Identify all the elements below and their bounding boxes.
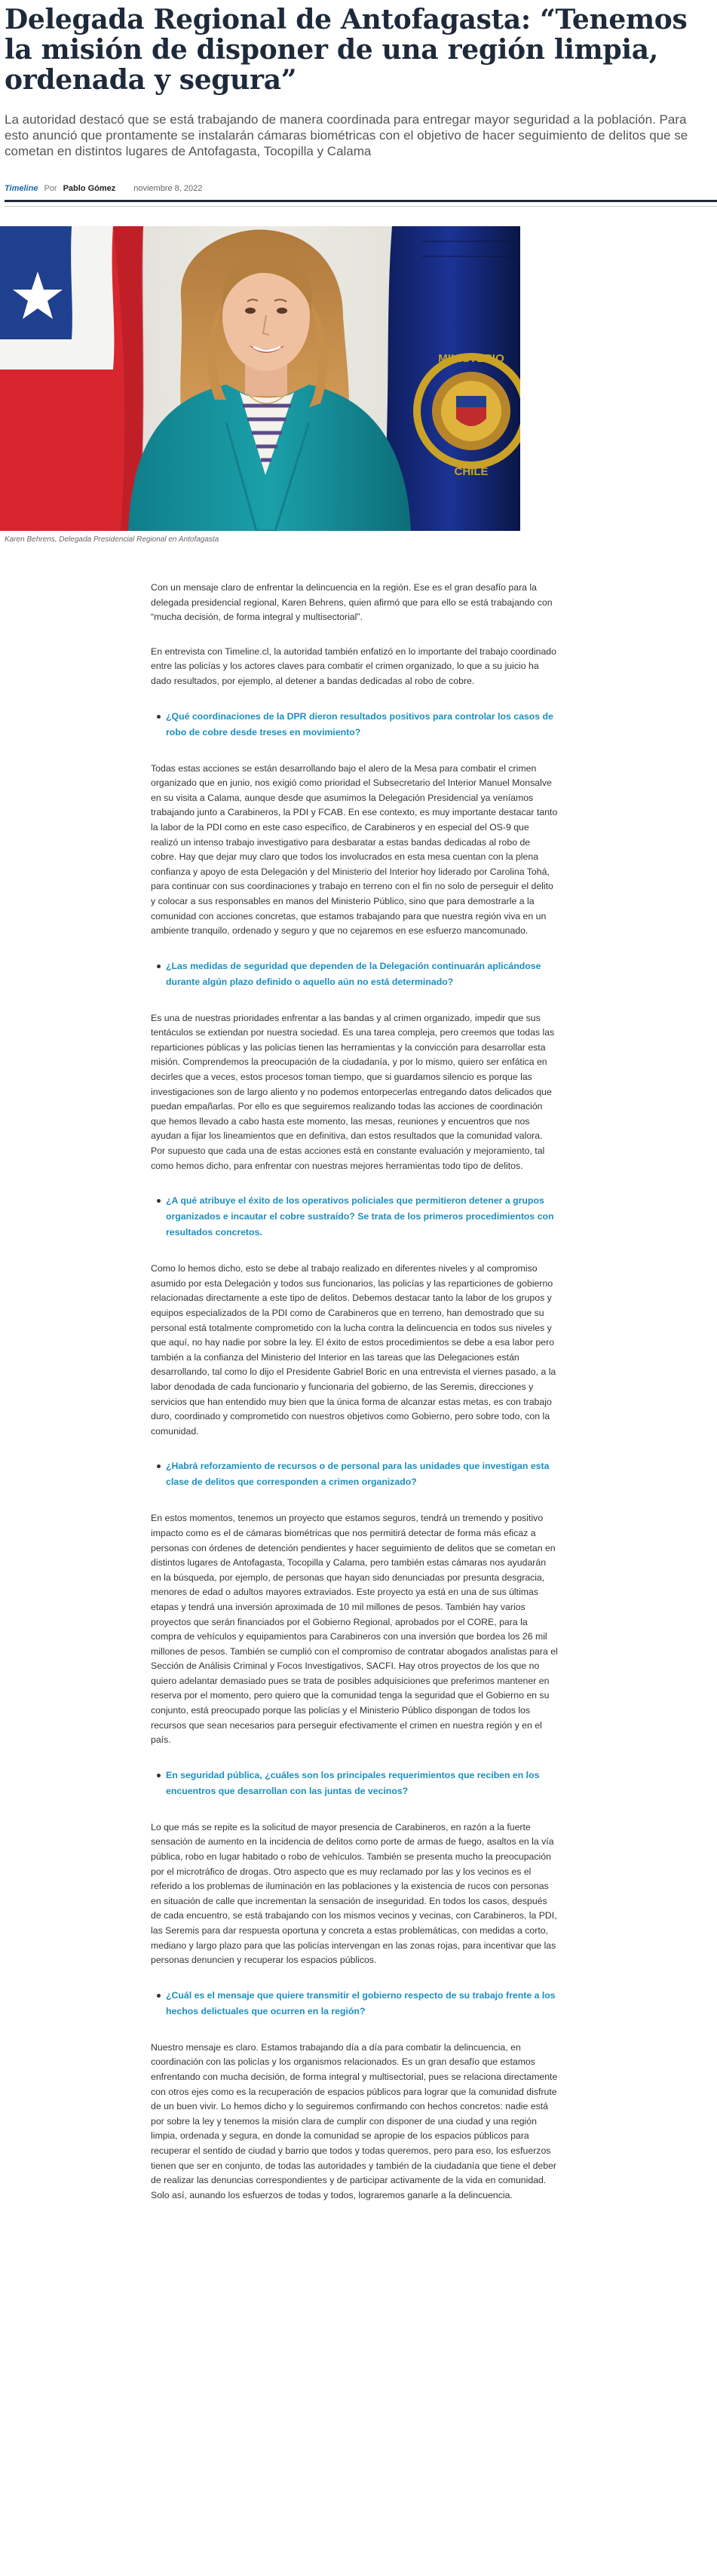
question-list <box>151 1458 558 1490</box>
interview-question: ¿Las medidas de seguridad que dependen de la Delegación continuarán aplicándose durante algún plazo definido o aquello aún no está determinado? <box>166 958 558 990</box>
question-list <box>151 1768 558 1799</box>
question-list <box>151 709 558 741</box>
article-paragraph: Como lo hemos dicho, esto se debe al trabajo realizado en diferentes niveles y al compromiso asumido por esta Delegación y todos sus funcionarios, las policías y las reparticiones de gobierno relacionadas directamente a este tipo de delitos. Debemos destacar tanto la labor de los grupos y equipos especializados de la PDI como de Carabineros que en terreno, han demostrado que su personal está totalmente comprometido con la lucha contra la delincuencia en todos sus niveles y que aquí, no hay nadie por sobre la ley. El éxito de estos procedimientos se debe a esa labor pero también a la confianza del Ministerio del Interior en las tareas que las Delegaciones están desarrollando, tal como lo dijo el Presidente Gabriel Boric en una entrevista el viernes pasado, a la labor denodada de cada funcionario y funcionaria del gobierno, de las Seremis, direcciones y servicios que han entendido muy bien que la única forma de alcanzar estas metas, es con trabajo duro, coordinado y comprometido con nuestros objetivos como Gobierno, pero sobre todo, con la comunidad. <box>151 1263 556 1437</box>
article-headline: Delegada Regional de Antofagasta: “Tenemos la misión de disponer de una región limpia, ordenada y segura” <box>5 4 688 96</box>
article-subtitle: La autoridad destacó que se está trabajando de manera coordinada para entregar mayor seguridad a la población. Para esto anunció que prontamente se instalarán cámaras biométricas con el objetivo de hacer seguimiento de delitos que se cometan en distintos lugares de Antofagasta, Tocopilla y Calama <box>5 112 688 158</box>
article-body <box>151 581 558 2222</box>
article-photo <box>0 226 520 531</box>
svg-text:CHILE: CHILE <box>454 465 489 478</box>
article-paragraph: Con un mensaje claro de enfrentar la delincuencia en la región. Ese es el gran desafío para la delegada presidencial regional, Karen Behrens, quien afirmó que para ello se está trabajando con “mucha decisión, de forma integral y multisectorial”. <box>151 582 553 623</box>
article-paragraph: En estos momentos, tenemos un proyecto que estamos seguros, tendrá un tremendo y positivo impacto como es el de cámaras biométricas que nos permitirá detectar de forma más eficaz a personas con órdenes de detención pendientes y hacer seguimiento de delitos que se cometan en distintos lugares de Antofagasta, Tocopilla y Calama, pero también estas cámaras nos ayudarán en la búsqueda, por ejemplo, de personas que hayan sido denunciadas por presunta desgracia, menores de edad o adultos mayores extraviados. Este proyecto ya está en una de sus últimas etapas y tendrá una inversión aproximada de 10 mil millones de pesos. También hay varios proyectos que serán financiados por el Gobierno Regional, aprobados por el CORE, para la compra de vehículos y equipamientos para Carabineros con una inversión que bordea los 26 mil millones de pesos. También se cumplió con el compromiso de contratar abogados analistas para el Sección de Análisis Criminal y Focos Investigativos, SACFI. Hay otros proyectos de los que no quiero adelantar demasiado pues se trata de posibles adquisiciones que preferimos mantener en reserva por el momento, pero quiero que la comunidad tenga la seguridad que el Gobierno en su conjunto, está preocupado porque las policías y el Ministerio Público dispongan de todos los recursos que sean necesarios para perseguir efectivamente el crimen en nuestra región y en el país. <box>151 1513 558 1746</box>
article-paragraph: Nuestro mensaje es claro. Estamos trabajando día a día para combatir la delincuencia, en coordinación con las policías y los organismos relacionados. Es un gran desafío que estamos enfrentando con mucha decisión, de forma integral y multisectorial, pues se relaciona directamente con otros ejes como es la recuperación de espacios públicos para lograr que la comunidad disfrute de un buen vivir. Lo hemos dicho y lo seguiremos confirmando con hechos concretos: nadie está por sobre la ley y tenemos la misión clara de cumplir con disponer de una ciudad y una región limpia, ordenada y segura, en donde la comunidad se apropie de los espacios públicos para recuperar el sentido de ciudad y barrio que todos y todas queremos, pero para eso, los esfuerzos tienen que ser en conjunto, de todas las autoridades y también de la ciudadanía que tiene el deber de realizar las denuncias correspondientes y de participar activamente de la vida en comunidad. Solo así, aunando los esfuerzos de todas y todos, lograremos ganarle a la delincuencia. <box>151 2041 558 2200</box>
article-meta <box>5 183 202 194</box>
author-link[interactable]: Pablo Gómez <box>63 184 116 193</box>
question-list <box>151 1988 558 2019</box>
header-divider-thin <box>5 206 717 207</box>
publish-date: noviembre 8, 2022 <box>133 184 203 193</box>
interview-question: ¿Habrá reforzamiento de recursos o de personal para las unidades que investigan esta clase de delitos que corresponden a crimen organizado? <box>166 1458 558 1490</box>
site-logo[interactable]: Timeline <box>5 184 38 193</box>
article-paragraph: Es una de nuestras prioridades enfrentar a las bandas y al crimen organizado, impedir que sus tentáculos se extiendan por nuestra sociedad. Es una tarea compleja, pero creemos que todas las reparticiones públicas y las policías tienen las herramientas y la convicción para desarrollar esta misión. Comprendemos la preocupación de la ciudadanía, y por lo mismo, quiero ser enfática en decirles que a veces, estos procesos toman tiempo, que si guardamos silencio es porque las investigaciones son de largo aliento y no podemos entorpecerlas entregando datos delicados que puedan empañarlas. Por ello es que seguiremos realizando todas las acciones de coordinación que hemos llevado a cabo hasta este momento, las mesas, reuniones y encuentros que nos ayudan a fijar los lineamientos que en definitiva, dan estos resultados que la comunidad valora. Por supuesto que cada una de estas acciones está en constante evaluación y mejoramiento, tal como hemos dicho, para enfrentar con nuestras mejores herramientas todo tipo de delitos. <box>151 1012 555 1171</box>
image-caption: Karen Behrens, Delegada Presidencial Regional en Antofagasta <box>5 535 219 544</box>
article-paragraph: Todas estas acciones se están desarrollando bajo el alero de la Mesa para combatir el crimen organizado que en junio, nos exigió como prioridad el Subsecretario del Interior Manuel Monsalve en su visita a Calama, aunque desde que asumimos la Delegación Presidencial ya veníamos trabajando junto a Carabineros, la PDI y FCAB. En ese contexto, es muy importante destacar tanto la labor de la PDI como en este caso específico, de Carabineros y en especial del OS-9 que realizó un intenso trabajo investigativo para desbaratar a estas bandas dedicadas al robo de cobre. Hay que dejar muy claro que todos los involucrados en esta mesa cuentan con la plena confianza y apoyo de esta Delegación y del Ministerio del Interior hoy liderado por Carolina Tohá, para continuar con sus coordinaciones y trabajo en terreno con el fin no solo de perseguir el delito y colocar a sus responsables en manos del Ministerio Público, sino que para demostrarle a la comunidad con acciones concretas, que estamos trabajando para que nuestra región viva en un ambiente tranquilo, ordenado y seguro y que no cejaremos en ese esfuerzo mancomunado. <box>151 762 558 937</box>
question-list <box>151 1193 558 1240</box>
interview-question: ¿Cuál es el mensaje que quiere transmitir el gobierno respecto de su trabajo frente a los hechos delictuales que ocurren en la región? <box>166 1988 558 2019</box>
svg-text:MINISTERIO: MINISTERIO <box>438 352 504 365</box>
article-paragraph: Lo que más se repite es la solicitud de mayor presencia de Carabineros, en razón a la fuerte sensación de aumento en la incidencia de delitos como porte de armas de fuego, asaltos en la vía pública, robo en lugar habitado o robo de vehículos. También se presenta mucho la preocupación por el microtráfico de drogas. Otro aspecto que es muy reclamado por las y los vecinos es el referido a los problemas de iluminación en las poblaciones y la existencia de rucos con personas en situación de calle que incrementan la sensación de inseguridad. En todos los casos, después de cada encuentro, se está trabajando con los mismos vecinos y vecinas, con Carabineros, la PDI, las Seremis para dar respuesta oportuna y concreta a estas problemáticas, con medidas a corto, mediano y largo plazo para que las policías intervengan en las zonas rojas, para incentivar que las personas denuncien y recuperar los espacios públicos. <box>151 1821 557 1966</box>
article-paragraph: En entrevista con Timeline.cl, la autoridad también enfatizó en lo importante del trabajo coordinado entre las policías y los actores claves para combatir el crimen organizado, lo que a su juicio ha dado resultados, por ejemplo, al detener a bandas dedicadas al robo de cobre. <box>151 646 556 686</box>
byline-prefix: Por <box>44 184 57 193</box>
interview-question: En seguridad pública, ¿cuáles son los principales requerimientos que reciben en los encuentros que desarrollan con las juntas de vecinos? <box>166 1768 558 1799</box>
header-divider <box>5 200 717 202</box>
interview-question: ¿Qué coordinaciones de la DPR dieron resultados positivos para controlar los casos de robo de cobre desde treses en movimiento? <box>166 709 558 741</box>
interview-question: ¿A qué atribuye el éxito de los operativos policiales que permitieron detener a grupos organizados e incautar el cobre sustraído? Se trata de los primeros procedimientos con resultados concretos. <box>166 1193 558 1240</box>
question-list <box>151 958 558 990</box>
